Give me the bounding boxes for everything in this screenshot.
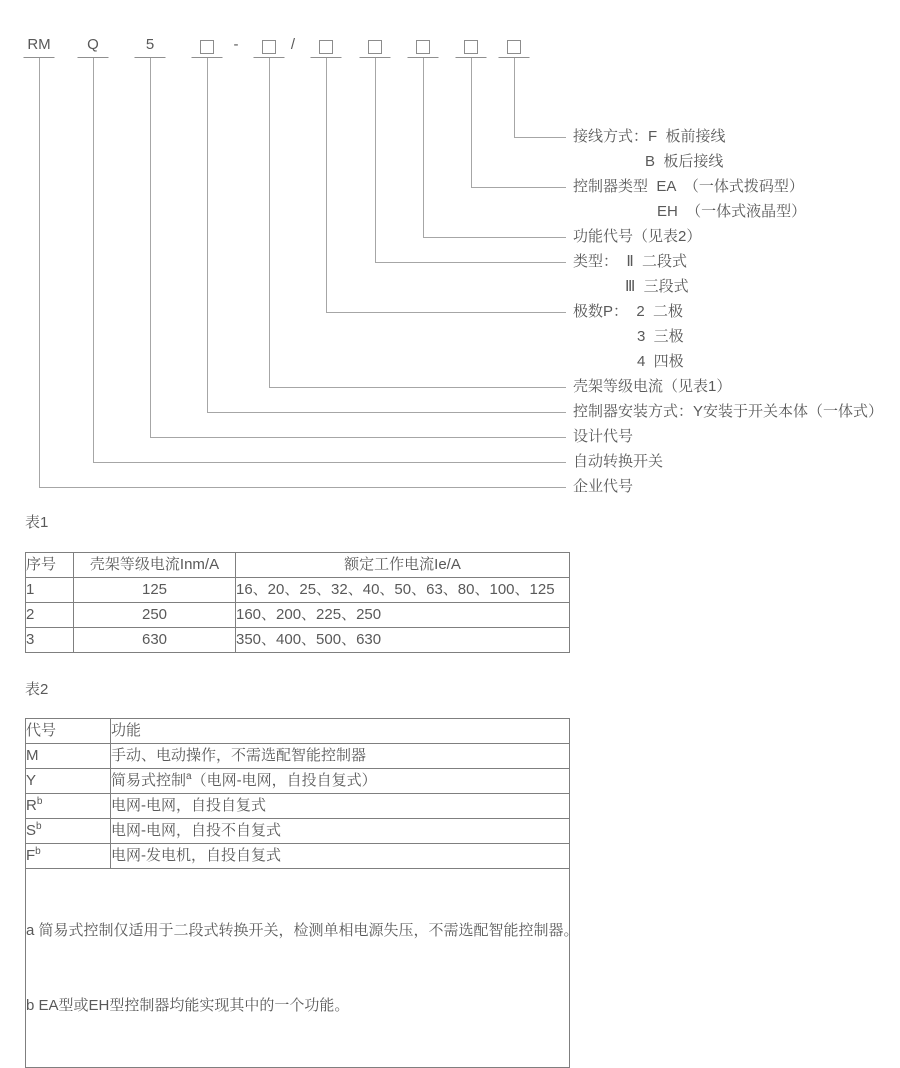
connector-line [207,412,566,413]
table2-header-cell: 代号 [26,719,111,744]
connector-line [423,237,566,238]
table2-header-row [26,719,570,744]
table2-code-cell: M [26,744,111,769]
model-segment-box [262,40,276,54]
model-segment-separator: - [233,36,239,53]
diagram-label-ats: 自动转换开关 [573,453,664,470]
table2-footnote-row [26,869,570,1068]
diagram-label-company-code: 企业代号 [573,478,634,495]
table1-cell: 160、200、225、250 [236,603,570,628]
diagram-label-poles-4: 4 四极 [637,353,684,370]
diagram-label-controller-mount: 控制器安装方式：Y安装于开关本体（一体式） [573,403,884,420]
diagram-label-controller-type: 控制器类型 EA （一体式拨码型） [573,178,804,195]
table1-cell: 1 [26,578,74,603]
table2-code-cell: $S^b$ [26,819,111,844]
diagram-label-function-code: 功能代号（见表2） [573,228,702,245]
model-segment-box [507,40,521,54]
diagram-label-wiring-mode: 接线方式：F 板前接线 [573,128,726,145]
table1-cell: 630 [74,628,236,653]
model-segment-box [416,40,430,54]
connector-line [375,262,566,263]
diagram-label-wiring-mode-b: B 板后接线 [645,153,724,170]
table1-cell: 2 [26,603,74,628]
table1-row [26,578,570,603]
model-segment-text: 5 [145,36,155,53]
table2-code-cell: $R^b$ [26,794,111,819]
model-segment-text: Q [87,36,99,53]
connector-line [514,58,515,138]
table1-cell: 350、400、500、630 [236,628,570,653]
footnote-b: b EA型或EH型控制器均能实现其中的一个功能。 [26,997,350,1014]
diagram-label-type-iii: Ⅲ 三段式 [625,278,689,295]
table1-header-row [26,553,570,578]
table2-function-cell: 简易式控制$^a$（电网-电网，自投自复式） [111,769,570,794]
model-segment-box [368,40,382,54]
table2-title: 表2 [25,681,49,698]
table1-cell: 250 [74,603,236,628]
table2-row [26,744,570,769]
connector-line [93,58,94,463]
model-segment-text: RM [27,36,51,53]
table1-frame-current [25,552,570,653]
diagram-label-design-code: 设计代号 [573,428,634,445]
connector-line [471,58,472,188]
connector-line [326,312,566,313]
table1-header-cell: 壳架等级电流Inm/A [74,553,236,578]
connector-line [39,487,566,488]
model-segment-box [464,40,478,54]
model-segment-box [200,40,214,54]
table2-footnote-cell [26,869,579,1068]
table2-function-cell: 手动、电动操作，不需选配智能控制器 [111,744,570,769]
connector-line [93,462,566,463]
table1-cell: 16、20、25、32、40、50、63、80、100、125 [236,578,570,603]
table2-code-cell: Y [26,769,111,794]
table2-function-cell: 电网-电网，自投不自复式 [111,819,570,844]
connector-line [375,58,376,263]
connector-line [423,58,424,238]
table1-title: 表1 [25,514,49,531]
table1-header-cell: 额定工作电流Ie/A [236,553,570,578]
table2-function-cell: 电网-发电机，自投自复式 [111,844,570,869]
diagram-label-type: 类型： Ⅱ 二段式 [573,253,688,270]
diagram-label-poles-3: 3 三极 [637,328,684,345]
connector-line [39,58,40,488]
model-segment-box [319,40,333,54]
table2-header-cell: 功能 [111,719,570,744]
table2-row [26,769,570,794]
model-segment-separator: / [290,36,296,53]
connector-line [269,58,270,388]
footnote-a: a 简易式控制仅适用于二段式转换开关，检测单相电源失压，不需选配智能控制器。 [26,922,579,939]
table2-function-cell: 电网-电网，自投自复式 [111,794,570,819]
table1-row [26,628,570,653]
superscript: b [35,846,41,857]
connector-line [326,58,327,313]
connector-line [269,387,566,388]
superscript: b [36,796,43,807]
connector-line [514,137,566,138]
table1-header-cell: 序号 [26,553,74,578]
diagram-label-frame-current: 壳架等级电流（见表1） [573,378,732,395]
table2-function-codes [25,718,579,1068]
superscript: b [36,821,42,832]
diagram-label-controller-type-eh: EH （一体式液晶型） [657,203,807,220]
table1-row [26,603,570,628]
connector-line [150,58,151,438]
connector-line [471,187,566,188]
table2-row [26,794,570,819]
diagram-label-poles: 极数P： 2 二极 [573,303,684,320]
table1-cell: 125 [74,578,236,603]
table2-code-cell: $F^b$ [26,844,111,869]
table2-row [26,819,570,844]
superscript: a [186,771,192,782]
table2-row [26,844,570,869]
connector-line [207,58,208,413]
table1-cell: 3 [26,628,74,653]
connector-line [150,437,566,438]
